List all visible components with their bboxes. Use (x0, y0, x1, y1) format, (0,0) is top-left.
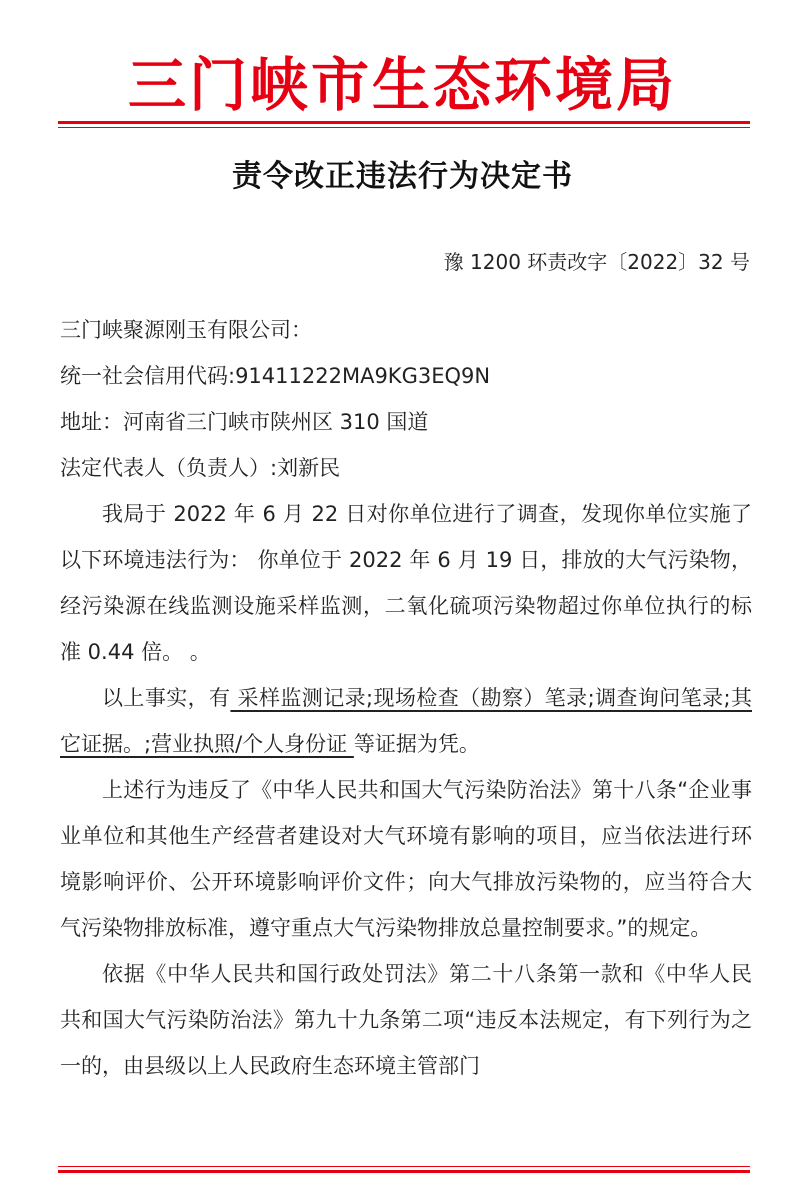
evidence-paragraph (60, 675, 752, 767)
footer-rule-thin (58, 1166, 750, 1167)
legal-basis-paragraph: 依据《中华人民共和国行政处罚法》第二十八条第一款和《中华人民共和国大气污染防治法》第九十九条第二项“违反本法规定，有下列行为之一的，由县级以上人民政府生态环境主管部门 (60, 962, 752, 1078)
document-number: 豫 1200 环责改字〔2022〕32 号 (443, 250, 750, 274)
header-rule-thin (58, 127, 750, 128)
evidence-suffix: 等证据为凭。 (353, 732, 480, 756)
legal-representative: 法定代表人（负责人）:刘新民 (60, 456, 341, 480)
violation-paragraph: 上述行为违反了《中华人民共和国大气污染防治法》第十八条“企业事业单位和其他生产经营者建设对大气环境有影响的项目，应当依法进行环境影响评价、公开环境影响评价文件；向大气排放污染物的，应当符合大气污染物排放标准，遵守重点大气污染物排放总量控制要求。”的规定。 (60, 778, 752, 940)
evidence-prefix: 以上事实，有 (102, 686, 231, 710)
document-title: 责令改正违法行为决定书 (232, 159, 573, 194)
party-name: 三门峡聚源刚玉有限公司： (60, 318, 312, 342)
document-body (60, 307, 752, 1089)
investigation-paragraph: 我局于 2022 年 6 月 22 日对你单位进行了调查，发现你单位实施了以下环境违法行为： 你单位于 2022 年 6 月 19 日，排放的大气污染物，经污染源在线监测设施采样监测，二氧化硫项污染物超过你单位执行的标准 0.44 倍。 。 (60, 502, 752, 664)
footer-rule-thick (58, 1170, 750, 1173)
party-address: 地址：河南省三门峡市陕州区 310 国道 (60, 410, 429, 434)
agency-letterhead: 三门峡市生态环境局 (127, 51, 677, 119)
credit-code: 统一社会信用代码:91411222MA9KG3EQ9N (60, 364, 491, 388)
evidence-list: 采样监测记录;现场检查（勘察）笔录;调查询问笔录;其它证据。;营业执照/个人身份证 (60, 686, 753, 756)
header-rule-thick (58, 121, 750, 124)
